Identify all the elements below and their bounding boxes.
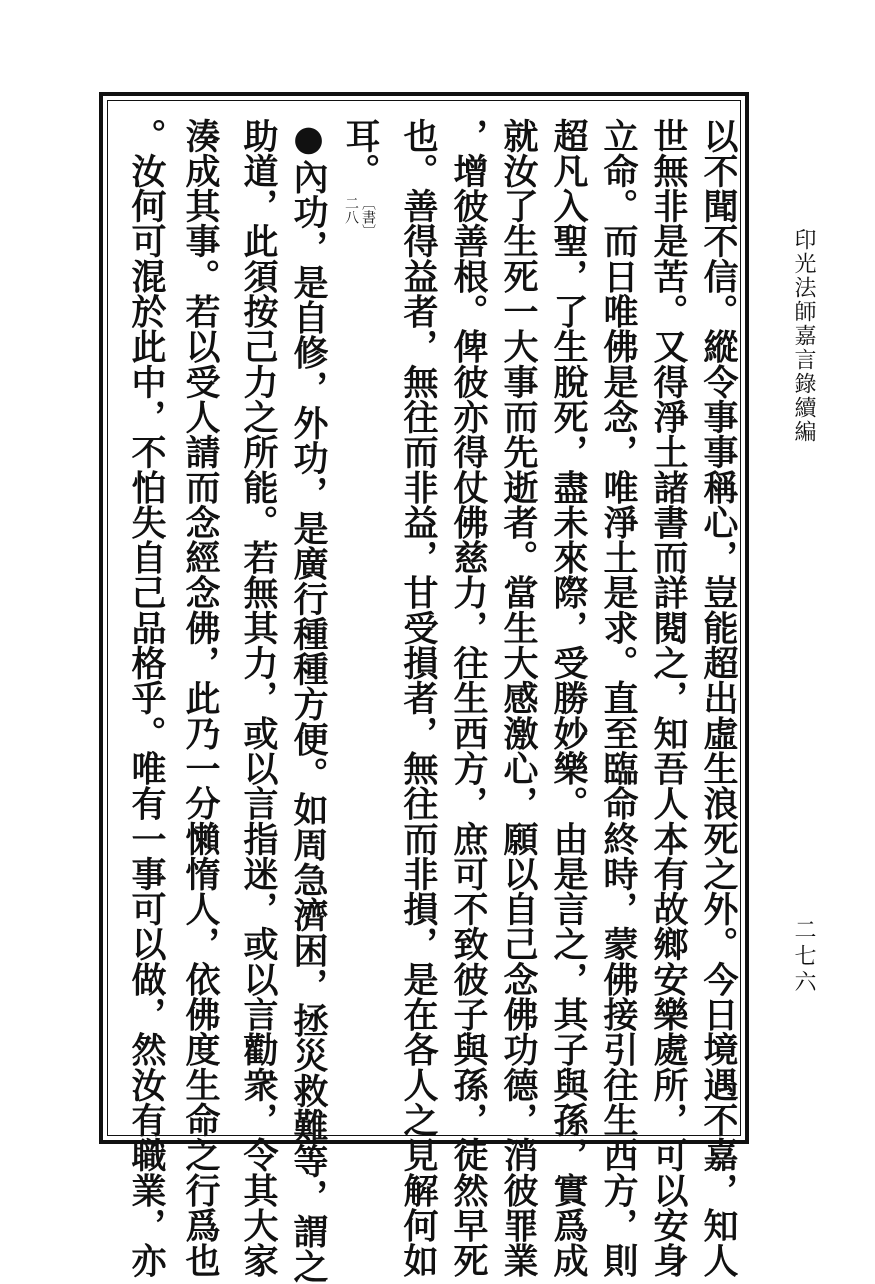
text-column-4: 超凡入聖，了生脫死，盡未來際，受勝妙樂。由是言之，其子與孫，實爲成	[548, 118, 589, 1278]
source-note: 〔書〕	[360, 196, 376, 238]
bullet-icon: ●	[288, 118, 329, 160]
text-column-8: 耳。	[340, 118, 381, 189]
running-title: 印光法師嘉言錄續編	[791, 228, 816, 444]
text-column-11: 湊成其事。若以受人請而念經念佛，此乃一分懶惰人，依佛度生命之行爲也	[180, 118, 221, 1278]
text-column-9	[286, 118, 330, 1284]
text-column-5: 就汝了生死一大事而先逝者。當生大感激心，願以自己念佛功德，消彼罪業	[498, 118, 539, 1278]
source-note-number: 二八	[343, 196, 359, 224]
text-column-9-body: 內功，是自修，外功，是廣行種種方便。如周急濟困，拯災救難等，謂之	[288, 159, 329, 1284]
text-column-3: 立命。而日唯佛是念，唯淨土是求。直至臨命終時，蒙佛接引往生西方，則	[598, 118, 639, 1278]
page-number: 二七六	[791, 918, 816, 996]
text-column-2: 世無非是苦。又得淨土諸書而詳閱之，知吾人本有故鄉安樂處所，可以安身	[648, 118, 689, 1278]
text-column-7: 也。善得益者，無往而非益，甘受損者，無往而非損，是在各人之見解何如	[398, 118, 439, 1278]
text-column-1: 以不聞不信。縱令事事稱心，豈能超出虛生浪死之外。今日境遇不嘉，知人	[698, 118, 739, 1278]
text-column-10: 助道，此須按己力之所能。若無其力，或以言指迷，或以言勸衆，令其大家	[238, 118, 279, 1278]
text-column-6: ，增彼善根。俾彼亦得仗佛慈力，往生西方，庶可不致彼子與孫，徒然早死	[448, 118, 489, 1278]
text-column-12: 。汝何可混於此中，不怕失自己品格乎。唯有一事可以做，然汝有職業，亦	[126, 118, 167, 1278]
